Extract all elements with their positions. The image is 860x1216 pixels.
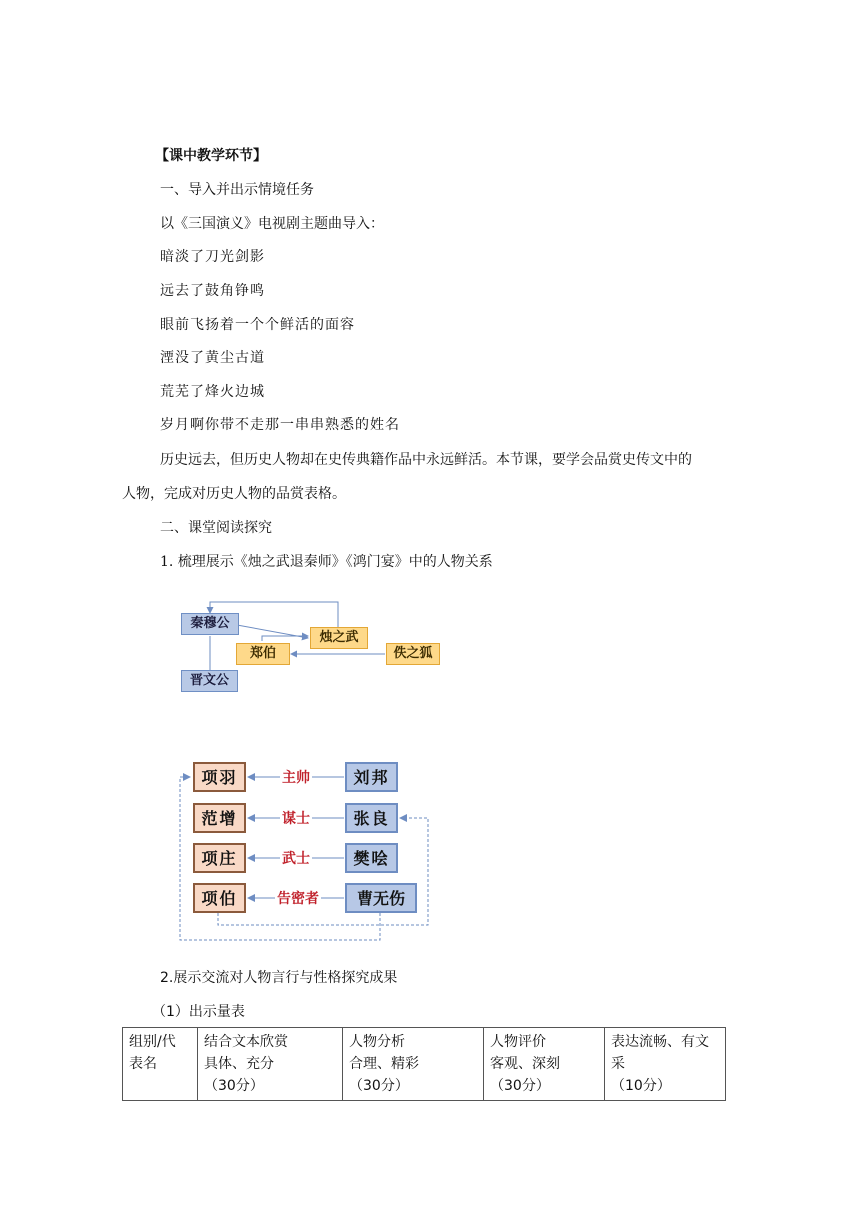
part2-title: 二、课堂阅读探究 [160,520,272,536]
item1-title: 1. 梳理展示《烛之武退秦师》《鸿门宴》中的人物关系 [160,554,493,570]
box-zheng-bo: 郑伯 [236,643,290,665]
rubric-col-analysis: 人物分析 合理、精彩 （30分） [343,1028,484,1101]
rubric-col-evaluation: 人物评价 客观、深刻 （30分） [484,1028,605,1101]
box-qin-mugong: 秦穆公 [181,613,239,635]
box-zhu-zhiwu: 烛之武 [310,627,368,649]
box-xiang-zhuang: 项庄 [193,843,246,873]
lyric-line: 暗淡了刀光剑影 [160,249,265,265]
section-title: 【课中教学环节】 [155,148,267,164]
lyric-line: 荒芜了烽火边城 [160,384,265,400]
box-liu-bang: 刘邦 [345,762,398,792]
rubric-table [122,1027,726,1101]
item2-title: 2.展示交流对人物言行与性格探究成果 [160,970,398,986]
lyric-line: 岁月啊你带不走那一串串熟悉的姓名 [160,417,400,433]
lyric-line: 湮没了黄尘古道 [160,350,265,366]
rubric-col-text: 结合文本欣赏 具体、充分 （30分） [198,1028,343,1101]
box-fan-kuai: 樊哙 [345,843,398,873]
table-row [123,1028,726,1101]
relation-label: 告密者 [275,888,321,908]
item2-subtitle: （1）出示量表 [152,1004,245,1020]
relation-label: 谋士 [280,808,312,828]
relation-label: 主帅 [280,767,312,787]
intro-line: 以《三国演义》电视剧主题曲导入： [160,216,384,232]
box-zhang-liang: 张良 [345,803,398,833]
paragraph-line: 历史远去，但历史人物却在史传典籍作品中永远鲜活。本节课，要学会品赏史传文中的 [160,452,692,468]
box-cao-wushang: 曹无伤 [345,883,417,913]
box-xiang-bo: 项伯 [193,883,246,913]
part1-title: 一、导入并出示情境任务 [160,182,314,198]
lyric-line: 眼前飞扬着一个个鲜活的面容 [160,317,355,333]
rubric-col-expression: 表达流畅、有文 采 （10分） [605,1028,726,1101]
box-yi-zhihu: 佚之狐 [386,643,440,665]
rubric-col-group: 组别/代 表名 [123,1028,198,1101]
box-jin-wengong: 晋文公 [181,670,238,692]
paragraph-line: 人物，完成对历史人物的品赏表格。 [122,486,346,502]
lyric-line: 远去了鼓角铮鸣 [160,283,265,299]
relation-label: 武士 [280,848,312,868]
box-fan-zeng: 范增 [193,803,246,833]
box-xiang-yu: 项羽 [193,762,246,792]
